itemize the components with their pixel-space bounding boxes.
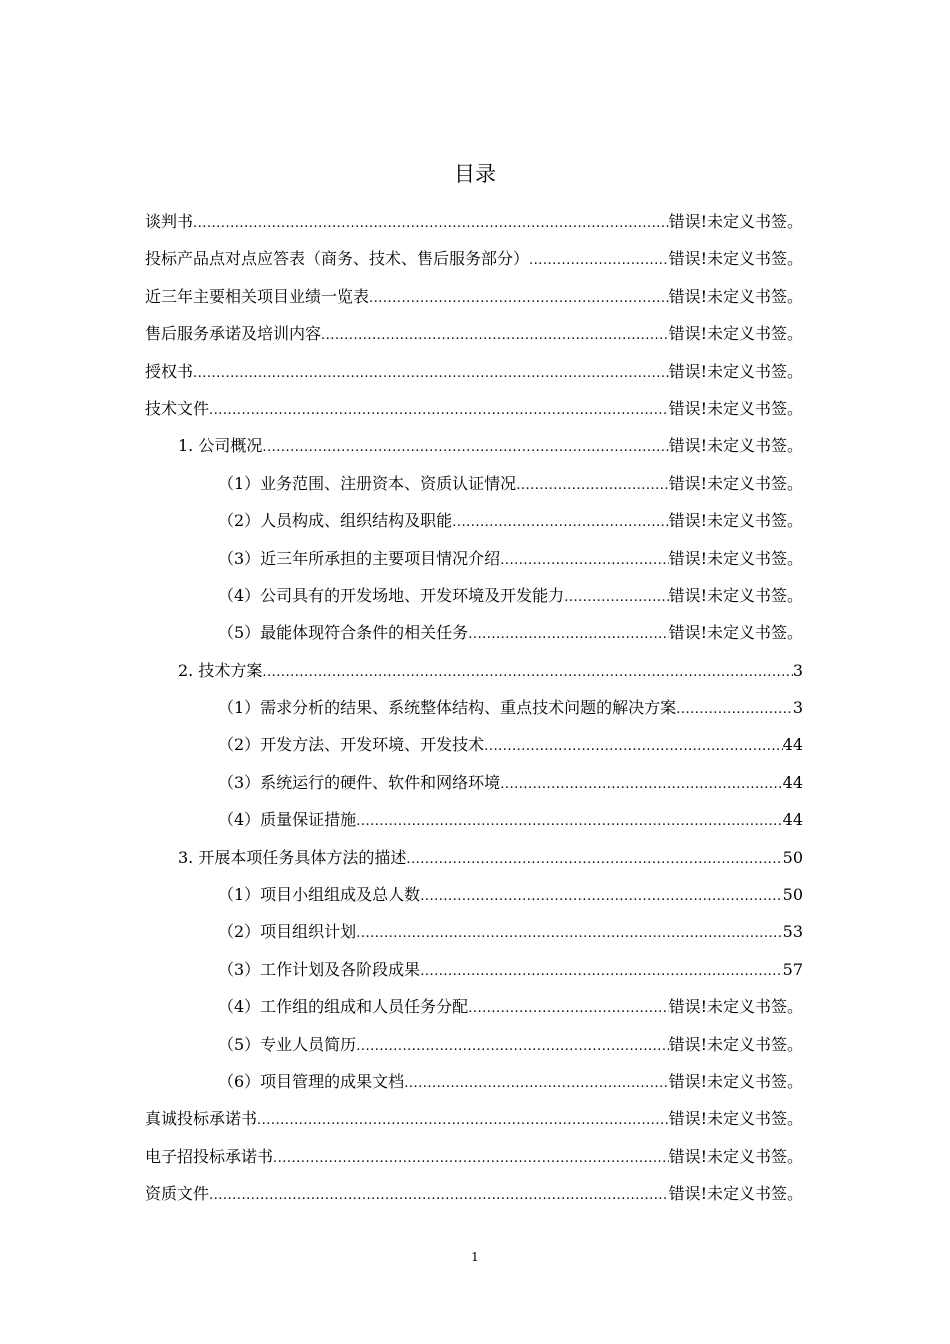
toc-leader-dots [193,205,669,240]
page-number: 1 [471,1250,479,1264]
toc-leader-dots [529,242,669,277]
toc-entry[interactable] [145,315,803,352]
toc-title: 目录 [454,162,496,186]
toc-leader-dots [369,280,669,315]
toc-leader-dots [484,728,782,763]
toc-entry[interactable] [145,988,803,1025]
toc-entry-page: 50 [782,847,803,867]
toc-entry-text: 授权书 [145,361,194,381]
toc-entry-text: （2）人员构成、组织结构及职能 [218,511,453,531]
toc-entry[interactable] [145,203,803,240]
toc-leader-dots [257,1102,669,1137]
toc-entry[interactable] [145,1100,803,1137]
toc-entry-page: 错误!未定义书签。 [668,1184,803,1204]
toc-entry[interactable] [145,240,803,277]
toc-entry-text: （1）项目小组组成及总人数 [218,885,421,905]
toc-entry-page: 错误!未定义书签。 [668,398,803,418]
toc-entry-text: 售后服务承诺及培训内容 [145,324,322,344]
toc-leader-dots [404,1065,668,1100]
toc-entry-page: 错误!未定义书签。 [668,1071,803,1091]
toc-entry-page: 错误!未定义书签。 [668,511,803,531]
toc-entry-page: 44 [782,735,803,755]
toc-leader-dots [564,579,668,614]
toc-entry-text: 近三年主要相关项目业绩一览表 [145,286,370,306]
toc-entry-page: 44 [782,772,803,792]
toc-entry-page: 错误!未定义书签。 [668,1034,803,1054]
toc-leader-dots [420,878,782,913]
toc-entry-text: （3）近三年所承担的主要项目情况介绍 [218,548,501,568]
toc-entry-text: （2）开发方法、开发环境、开发技术 [218,735,485,755]
toc-entry-text: （2）项目组织计划 [218,922,357,942]
toc-entry[interactable] [145,1026,803,1063]
toc-entry-text: （5）专业人员简历 [218,1034,357,1054]
toc-entry-text: （1）业务范围、注册资本、资质认证情况 [218,473,517,493]
toc-entry[interactable] [145,278,803,315]
toc-entry-page: 错误!未定义书签。 [668,212,803,231]
toc-entry-page: 错误!未定义书签。 [668,548,803,568]
toc-entry-page: 错误!未定义书签。 [668,1146,803,1166]
toc-entry-page: 50 [782,885,803,905]
toc-entry-text: （1）需求分析的结果、系统整体结构、重点技术问题的解决方案 [218,698,677,718]
toc-entry-page: 44 [782,810,803,830]
toc-entry[interactable] [145,876,803,913]
toc-entry[interactable] [145,689,803,726]
toc-entry[interactable] [145,1138,803,1175]
toc-entry-page: 错误!未定义书签。 [668,286,803,306]
toc-entry-page: 错误!未定义书签。 [668,1109,803,1129]
table-of-contents [145,203,803,1213]
toc-entry[interactable] [145,801,803,838]
toc-entry[interactable] [145,540,803,577]
toc-entry[interactable] [145,577,803,614]
toc-entry-text: 真诚投标承诺书 [145,1109,258,1129]
toc-leader-dots [356,1028,668,1063]
toc-leader-dots [356,915,782,950]
toc-entry-page: 3 [792,698,803,718]
toc-entry-text: 3. 开展本项任务具体方法的描述 [178,847,407,867]
toc-entry-page: 错误!未定义书签。 [668,623,803,643]
toc-leader-dots [273,1140,669,1175]
toc-entry-text: （5）最能体现符合条件的相关任务 [218,623,469,643]
toc-entry-text: （6）项目管理的成果文档 [218,1071,405,1091]
toc-entry-text: （4）工作组的组成和人员任务分配 [218,997,469,1017]
toc-leader-dots [500,766,782,801]
toc-entry[interactable] [145,913,803,950]
toc-entry-page: 错误!未定义书签。 [668,249,803,269]
toc-entry-text: 技术文件 [145,398,210,418]
toc-leader-dots [468,990,668,1025]
toc-entry-text: （4）质量保证措施 [218,810,357,830]
toc-entry[interactable] [145,427,803,464]
toc-leader-dots [452,504,668,539]
toc-leader-dots [420,953,782,988]
toc-entry[interactable] [145,614,803,651]
toc-entry-text: 1. 公司概况 [178,436,263,456]
toc-entry[interactable] [145,839,803,876]
toc-entry[interactable] [145,353,803,390]
toc-leader-dots [676,691,793,726]
toc-entry-text: 资质文件 [145,1184,210,1204]
toc-leader-dots [262,429,668,464]
toc-entry-text: 2. 技术方案 [178,660,263,680]
toc-leader-dots [500,542,668,577]
toc-leader-dots [356,803,782,838]
toc-entry-text: 谈判书 [145,212,194,231]
toc-entry[interactable] [145,652,803,689]
toc-entry-page: 错误!未定义书签。 [668,585,803,605]
toc-entry-page: 错误!未定义书签。 [668,473,803,493]
toc-entry-page: 错误!未定义书签。 [668,324,803,344]
toc-entry[interactable] [145,726,803,763]
toc-leader-dots [406,841,782,876]
toc-entry-text: （4）公司具有的开发场地、开发环境及开发能力 [218,585,565,605]
toc-leader-dots [209,392,669,427]
toc-entry-page: 3 [792,660,803,680]
toc-leader-dots [209,1177,669,1212]
toc-entry[interactable] [145,951,803,988]
toc-entry[interactable] [145,1175,803,1212]
toc-entry-text: （3）系统运行的硬件、软件和网络环境 [218,772,501,792]
toc-leader-dots [193,355,669,390]
toc-entry-page: 错误!未定义书签。 [668,361,803,381]
toc-leader-dots [516,467,668,502]
toc-entry-page: 错误!未定义书签。 [668,997,803,1017]
toc-entry-text: 投标产品点对点应答表（商务、技术、售后服务部分） [145,249,530,269]
toc-entry[interactable] [145,465,803,502]
toc-entry[interactable] [145,390,803,427]
toc-entry-page: 53 [782,922,803,942]
toc-entry[interactable] [145,1063,803,1100]
toc-entry[interactable] [145,764,803,801]
toc-entry[interactable] [145,502,803,539]
toc-entry-text: （3）工作计划及各阶段成果 [218,959,421,979]
toc-entry-text: 电子招投标承诺书 [145,1146,274,1166]
toc-leader-dots [321,317,669,352]
toc-leader-dots [262,654,792,689]
toc-entry-page: 57 [782,959,803,979]
toc-entry-page: 错误!未定义书签。 [668,436,803,456]
toc-leader-dots [468,616,668,651]
